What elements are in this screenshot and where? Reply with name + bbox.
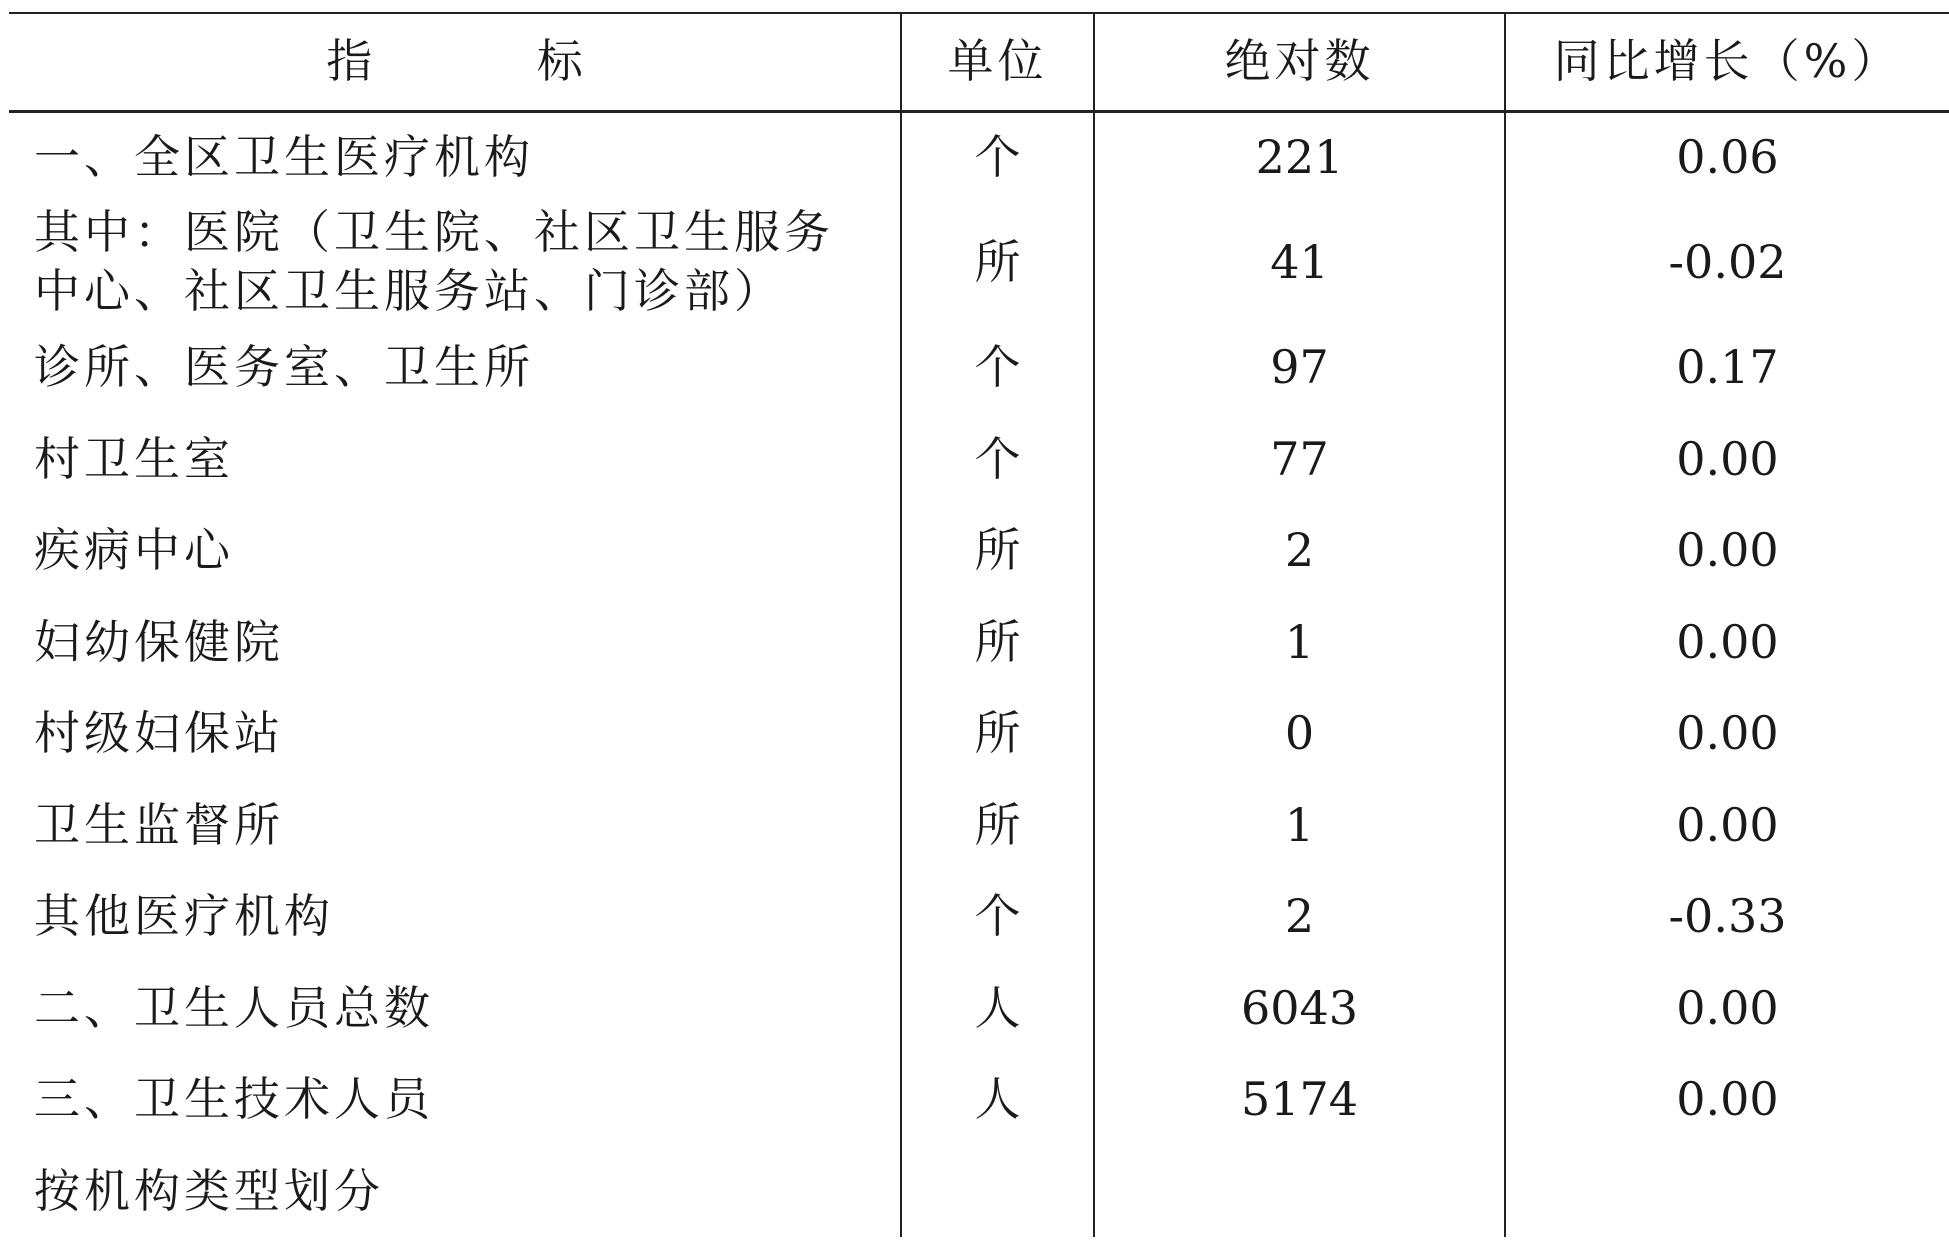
- row-indicator: 村级妇保站: [34, 706, 284, 761]
- row-yoy: 0.00: [1505, 1054, 1949, 1146]
- row-absolute: 77: [1094, 414, 1505, 506]
- row-absolute: [1094, 1146, 1505, 1238]
- row-yoy: [1505, 1146, 1949, 1238]
- table-row: [9, 203, 1949, 323]
- row-absolute: 1: [1094, 597, 1505, 689]
- header-indicator: 指 标: [9, 13, 901, 111]
- header-yoy: 同比增长（%）: [1505, 13, 1949, 111]
- table-row: [9, 963, 1949, 1055]
- table-row: [9, 871, 1949, 963]
- row-absolute: 5174: [1094, 1054, 1505, 1146]
- table-row: [9, 414, 1949, 506]
- row-absolute: 0: [1094, 688, 1505, 780]
- row-indicator: 其中：医院（卫生院、社区卫生服务中心、社区卫生服务站、门诊部）: [34, 204, 834, 319]
- table-row: [9, 505, 1949, 597]
- row-yoy: 0.00: [1505, 597, 1949, 689]
- table-row: [9, 111, 1949, 203]
- row-unit: 所: [901, 780, 1094, 872]
- header-row: [9, 13, 1949, 111]
- row-indicator: 二、卫生人员总数: [34, 980, 434, 1035]
- header-absolute: 绝对数: [1094, 13, 1505, 111]
- row-indicator: 妇幼保健院: [34, 614, 284, 669]
- row-indicator: 疾病中心: [34, 523, 234, 578]
- table-row: [9, 688, 1949, 780]
- header-unit: 单位: [901, 13, 1094, 111]
- table-row: [9, 597, 1949, 689]
- row-indicator: 按机构类型划分: [34, 1163, 384, 1218]
- row-unit: 人: [901, 1054, 1094, 1146]
- row-yoy: 0.00: [1505, 414, 1949, 506]
- row-yoy: -0.02: [1505, 203, 1949, 323]
- row-unit: 个: [901, 414, 1094, 506]
- row-yoy: 0.00: [1505, 505, 1949, 597]
- row-absolute: 97: [1094, 322, 1505, 414]
- row-absolute: 221: [1094, 111, 1505, 203]
- row-absolute: 6043: [1094, 963, 1505, 1055]
- health-statistics-table: [9, 12, 1949, 1237]
- row-indicator: 三、卫生技术人员: [34, 1072, 434, 1127]
- table-row: [9, 1054, 1949, 1146]
- row-absolute: 2: [1094, 871, 1505, 963]
- row-yoy: 0.00: [1505, 688, 1949, 780]
- row-unit: 所: [901, 203, 1094, 323]
- table-row: [9, 322, 1949, 414]
- row-yoy: -0.33: [1505, 871, 1949, 963]
- row-unit: 所: [901, 597, 1094, 689]
- row-absolute: 41: [1094, 203, 1505, 323]
- row-indicator: 卫生监督所: [34, 797, 284, 852]
- row-unit: 所: [901, 688, 1094, 780]
- row-absolute: 2: [1094, 505, 1505, 597]
- row-unit: 个: [901, 322, 1094, 414]
- table-row: [9, 780, 1949, 872]
- row-absolute: 1: [1094, 780, 1505, 872]
- row-indicator: 一、全区卫生医疗机构: [34, 129, 534, 184]
- row-unit: 人: [901, 963, 1094, 1055]
- row-yoy: 0.17: [1505, 322, 1949, 414]
- row-unit: [901, 1146, 1094, 1238]
- row-unit: 所: [901, 505, 1094, 597]
- row-unit: 个: [901, 111, 1094, 203]
- row-yoy: 0.00: [1505, 780, 1949, 872]
- row-indicator: 村卫生室: [34, 431, 234, 486]
- row-yoy: 0.06: [1505, 111, 1949, 203]
- row-indicator: 诊所、医务室、卫生所: [34, 340, 534, 395]
- row-yoy: 0.00: [1505, 963, 1949, 1055]
- table-row: [9, 1146, 1949, 1238]
- row-indicator: 其他医疗机构: [34, 889, 334, 944]
- row-unit: 个: [901, 871, 1094, 963]
